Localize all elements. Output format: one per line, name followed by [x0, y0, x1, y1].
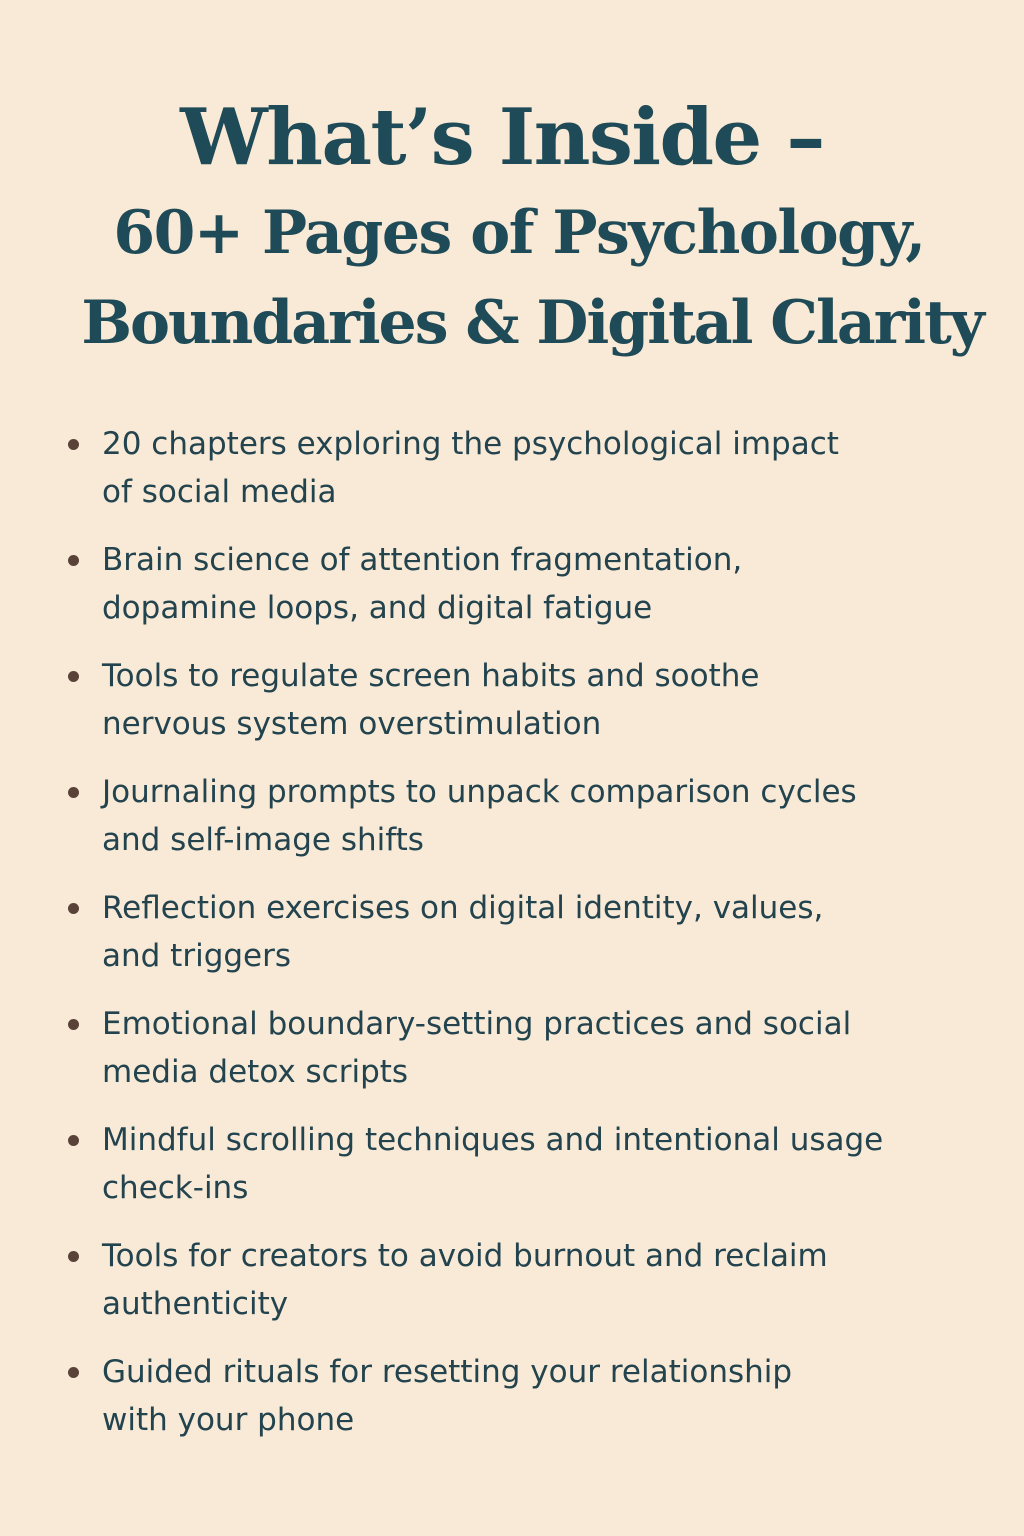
bullet-dot-icon	[68, 1251, 79, 1262]
feature-item-chapters	[60, 420, 980, 516]
title-line-1: What’s Inside –	[180, 92, 824, 183]
feature-item-journaling	[60, 768, 980, 864]
feature-item-rituals	[60, 1348, 980, 1444]
feature-item-screen-tools	[60, 652, 980, 748]
bullet-dot-icon	[68, 671, 79, 682]
feature-text-line: authenticity	[102, 1286, 289, 1322]
title-line-3: Boundaries & Digital Clarity	[81, 288, 983, 358]
feature-text-line: and triggers	[102, 938, 292, 974]
feature-text-line: with your phone	[102, 1402, 355, 1438]
feature-text-line: Emotional boundary-setting practices and social	[102, 1006, 852, 1042]
bullet-dot-icon	[68, 903, 79, 914]
bullet-dot-icon	[68, 1019, 79, 1030]
feature-text-line: Reflection exercises on digital identity, values,	[102, 890, 824, 926]
feature-item-mindful-scrolling	[60, 1116, 980, 1212]
bullet-dot-icon	[68, 1135, 79, 1146]
feature-text-line: of social media	[102, 474, 337, 510]
bullet-dot-icon	[68, 1367, 79, 1378]
feature-list	[60, 420, 980, 1464]
feature-item-creators	[60, 1232, 980, 1328]
feature-text-line: nervous system overstimulation	[102, 706, 602, 742]
feature-text-line: check-ins	[102, 1170, 249, 1206]
feature-text-line: 20 chapters exploring the psychological impact	[102, 426, 839, 462]
feature-text-line: Guided rituals for resetting your relationship	[102, 1354, 793, 1390]
feature-item-brain-science	[60, 536, 980, 632]
page-title	[0, 88, 1024, 368]
bullet-dot-icon	[68, 555, 79, 566]
feature-text-line: Journaling prompts to unpack comparison cycles	[102, 774, 857, 810]
feature-text-line: dopamine loops, and digital fatigue	[102, 590, 653, 626]
bullet-dot-icon	[68, 787, 79, 798]
bullet-dot-icon	[68, 439, 79, 450]
feature-text-line: Brain science of attention fragmentation,	[102, 542, 743, 578]
title-line-2: 60+ Pages of Psychology,	[113, 198, 925, 268]
feature-text-line: media detox scripts	[102, 1054, 409, 1090]
feature-text-line: Mindful scrolling techniques and intentional usage	[102, 1122, 884, 1158]
feature-text-line: and self-image shifts	[102, 822, 424, 858]
feature-text-line: Tools to regulate screen habits and soothe	[102, 658, 760, 694]
feature-item-boundaries	[60, 1000, 980, 1096]
feature-item-reflection	[60, 884, 980, 980]
feature-text-line: Tools for creators to avoid burnout and reclaim	[102, 1238, 828, 1274]
